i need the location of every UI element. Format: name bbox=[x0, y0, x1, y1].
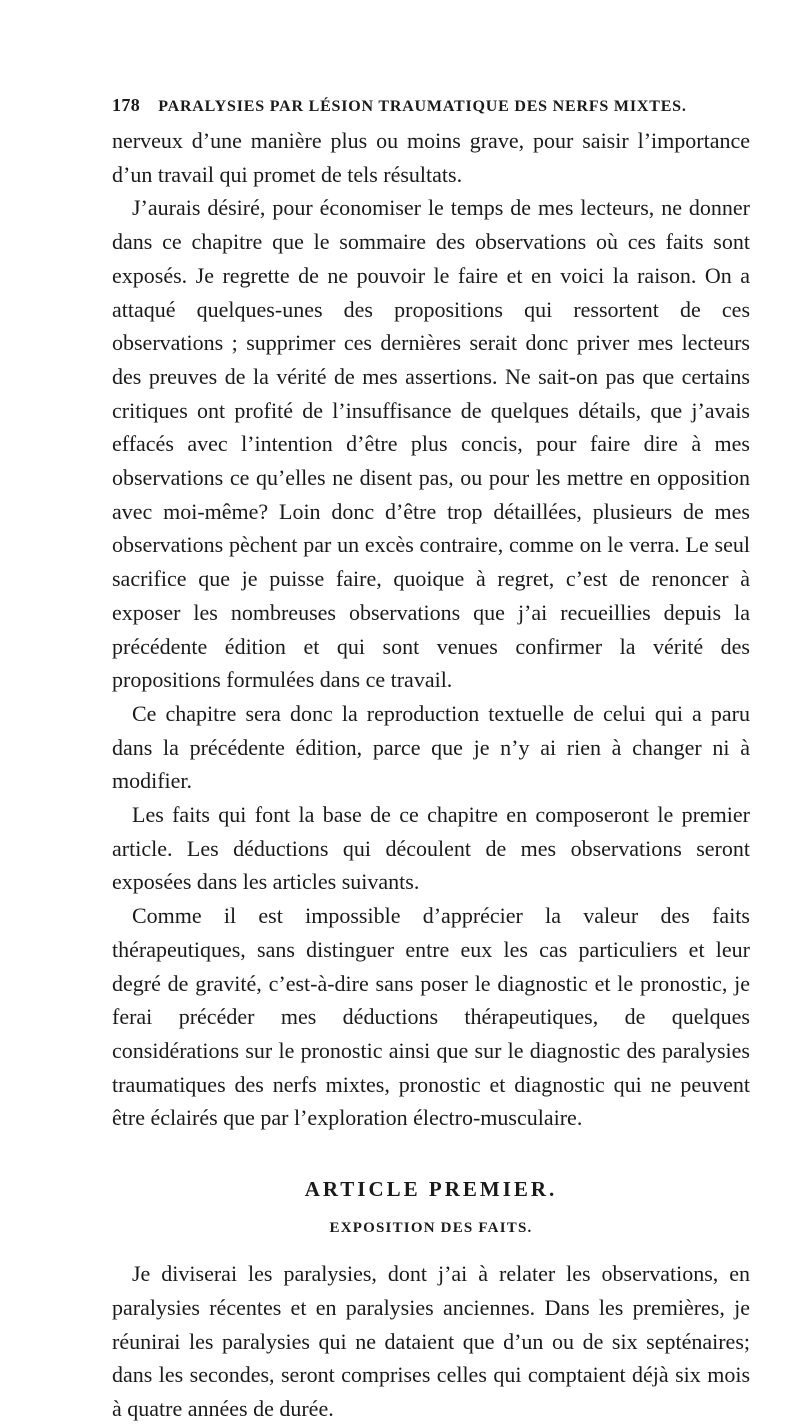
article-paragraph: Je diviserai les paralysies, dont j’ai à relater les observations, en paralysies récentes et en paralysies anciennes. Dans les premières, je réunirai les paralysies qui ne dataient que d’un ou de six septénaires; dans les secondes, seront comprises celles qui comptaient déjà six mois à quatre années de durée. bbox=[112, 1261, 750, 1421]
body-text bbox=[112, 124, 750, 1426]
page-number: 178 bbox=[112, 95, 141, 115]
paragraph: Ce chapitre sera donc la reproduction textuelle de celui qui a paru dans la précédente édition, parce que je n’y ai rien à changer ni à modifier. bbox=[112, 700, 750, 794]
paragraph: Comme il est impossible d’apprécier la valeur des faits thérapeutiques, sans distinguer entre eux les cas particuliers et leur degré de gravité, c’est-à-dire sans poser le diagnostic et le pronostic, je ferai précéder mes déductions thérapeutiques, de quelques considérations sur le pronostic ainsi que sur le diagnostic des paralysies traumatiques des nerfs mixtes, pronostic et diagnostic qui ne peuvent être éclairés que par l’exploration électro-musculaire. bbox=[112, 903, 750, 1131]
paragraph-continued: nerveux d’une manière plus ou moins grave, pour saisir l’importance d’un travail qui promet de tels résultats. bbox=[112, 128, 750, 187]
running-head bbox=[112, 95, 750, 116]
section-subheading: EXPOSITION DES FAITS. bbox=[329, 1220, 533, 1237]
paragraph: Les faits qui font la base de ce chapitre en composeront le premier article. Les déductions qui découlent de mes observations seront exposées dans les articles suivants. bbox=[112, 802, 750, 895]
paragraph: J’aurais désiré, pour économiser le temps de mes lecteurs, ne donner dans ce chapitre que le sommaire des observations où ces faits sont exposés. Je regrette de ne pouvoir le faire et en voici la raison. On a attaqué quelques-unes des propositions qui ressortent de ces observations ; supprimer ces dernières serait donc priver mes lecteurs des preuves de la vérité de mes assertions. Ne sait-on pas que certains critiques ont profité de l’insuffisance de quelques détails, que j’avais effacés avec l’intention d’être plus concis, pour faire dire à mes observations ce qu’elles ne disent pas, ou pour les mettre en opposition avec moi-même? Loin donc d’être trop détaillées, plusieurs de mes observations pèchent par un excès contraire, comme on le verra. Le seul sacrifice que je puisse faire, quoique à regret, c’est de renoncer à exposer les nombreuses observations que j’ai recueillies depuis la précédente édition et qui sont venues confirmer la vérité des propositions formulées dans ce travail. bbox=[112, 195, 750, 693]
running-head-title: PARALYSIES PAR LÉSION TRAUMATIQUE DES NERFS MIXTES. bbox=[158, 98, 687, 115]
article-heading: ARTICLE PREMIER. bbox=[304, 1177, 558, 1202]
